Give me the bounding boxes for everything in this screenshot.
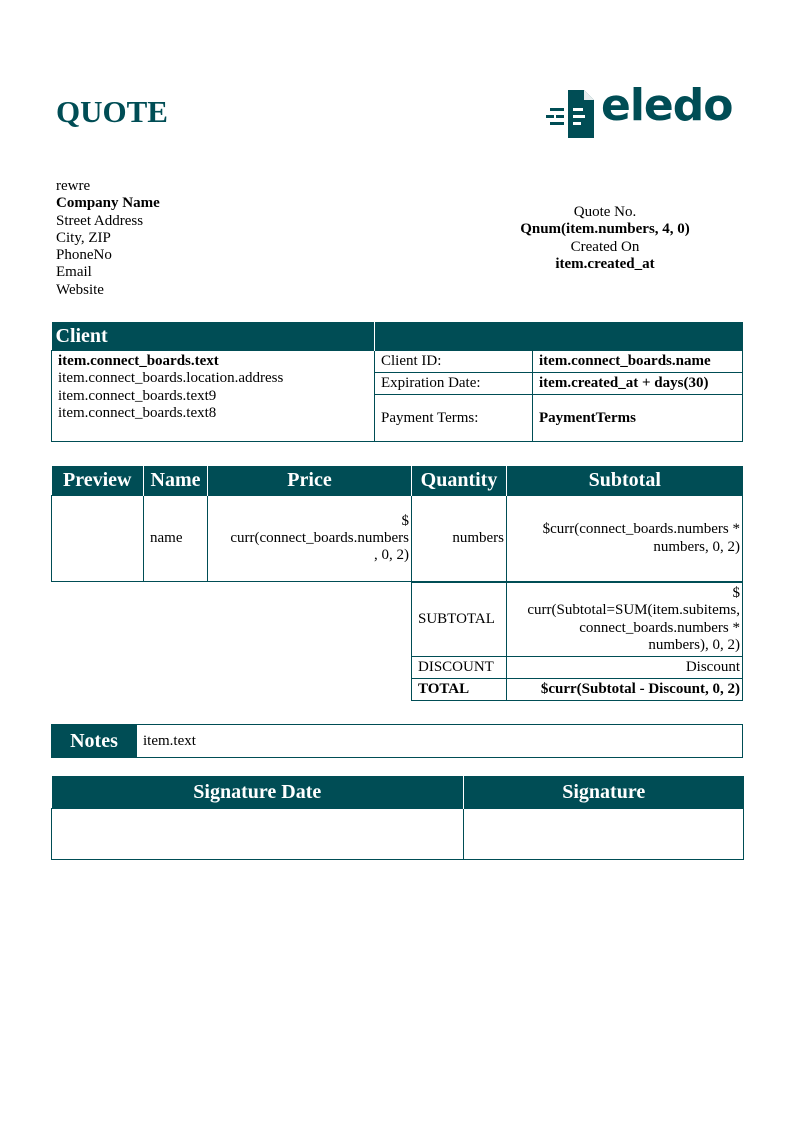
company-line0: rewre — [56, 178, 91, 194]
company-phone: PhoneNo — [56, 247, 112, 264]
subtotal-value-line3: connect_boards.numbers * — [579, 619, 740, 636]
discount-value: Discount — [507, 657, 743, 679]
cell-quantity: numbers — [412, 496, 507, 582]
company-city: City, ZIP — [56, 229, 111, 246]
col-subtotal: Subtotal — [507, 466, 743, 496]
signature-date-header: Signature Date — [52, 776, 464, 809]
price-line1: curr(connect_boards.numbers — [230, 529, 409, 546]
subtotal-line1: $curr(connect_boards.numbers * — [542, 521, 740, 538]
cell-subtotal — [507, 496, 743, 582]
created-on-value: item.created_at — [555, 255, 655, 272]
logo-wordmark: eledo — [601, 80, 733, 131]
company-website: Website — [56, 281, 104, 298]
client-text8: item.connect_boards.text8 — [58, 404, 217, 421]
col-quantity: Quantity — [412, 466, 507, 496]
totals-table — [411, 582, 743, 701]
document-icon — [546, 88, 596, 140]
signature-field[interactable] — [464, 809, 744, 860]
total-value: $curr(Subtotal - Discount, 0, 2) — [507, 679, 743, 701]
cell-price — [208, 496, 412, 582]
subtotal-value-line4: numbers), 0, 2) — [648, 636, 740, 653]
notes-value: item.text — [137, 725, 743, 758]
items-table — [51, 466, 743, 582]
client-text9: item.connect_boards.text9 — [58, 387, 217, 404]
notes-label: Notes — [52, 725, 137, 758]
quote-meta — [505, 204, 705, 273]
client-id-value: item.connect_boards.name — [533, 351, 743, 373]
subtotal-line2: numbers, 0, 2) — [653, 538, 740, 555]
price-symbol: $ — [401, 512, 409, 529]
client-name: item.connect_boards.text — [58, 353, 219, 369]
client-header-blank — [375, 322, 743, 351]
subtotal-value-line2: curr(Subtotal=SUM(item.subitems, — [527, 602, 740, 619]
col-price: Price — [208, 466, 412, 496]
client-details — [52, 351, 375, 442]
discount-label: DISCOUNT — [412, 657, 507, 679]
signature-table — [51, 776, 744, 860]
signature-header: Signature — [464, 776, 744, 809]
quote-number-value: Qnum(item.numbers, 4, 0) — [520, 221, 690, 238]
signature-date-field[interactable] — [52, 809, 464, 860]
created-on-label: Created On — [570, 238, 640, 255]
table-row — [52, 496, 743, 582]
cell-preview — [52, 496, 144, 582]
notes-table — [51, 724, 743, 758]
col-preview: Preview — [52, 466, 144, 496]
cell-name: name — [144, 496, 208, 582]
brand-logo — [546, 80, 733, 140]
company-street: Street Address — [56, 212, 144, 229]
subtotal-value-line1: $ — [732, 584, 740, 601]
price-line2: , 0, 2) — [374, 547, 409, 564]
total-label: TOTAL — [412, 679, 507, 701]
payment-terms-label: Payment Terms: — [375, 395, 533, 442]
subtotal-label: SUBTOTAL — [412, 583, 507, 657]
client-id-label: Client ID: — [375, 351, 533, 373]
company-email: Email — [56, 264, 92, 281]
client-table — [51, 322, 743, 442]
client-header: Client — [52, 322, 375, 351]
page-title: QUOTE — [56, 94, 168, 129]
col-name: Name — [144, 466, 208, 496]
expiration-label: Expiration Date: — [375, 373, 533, 395]
payment-terms-value: PaymentTerms — [533, 395, 743, 442]
client-address: item.connect_boards.location.address — [58, 370, 284, 387]
expiration-value: item.created_at + days(30) — [533, 373, 743, 395]
quote-number-label: Quote No. — [573, 204, 637, 220]
company-block — [56, 178, 160, 299]
company-name: Company Name — [56, 195, 160, 212]
subtotal-value — [507, 583, 743, 657]
